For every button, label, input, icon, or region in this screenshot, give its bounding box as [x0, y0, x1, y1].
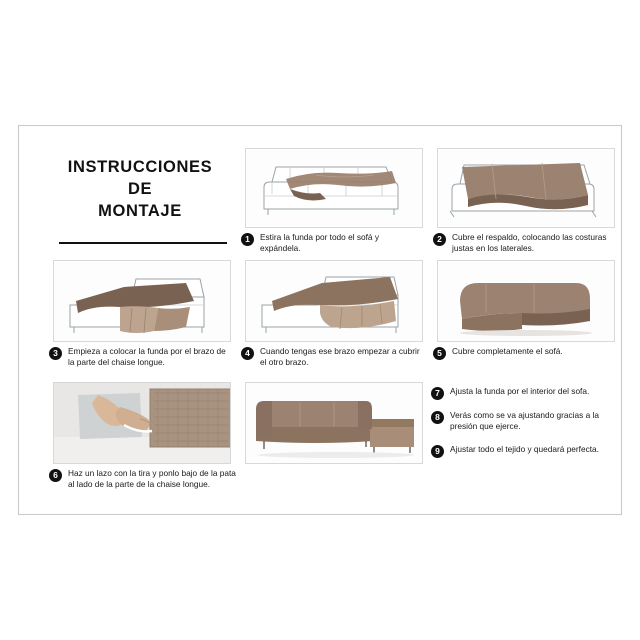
step-badge-2: 2 — [433, 233, 446, 246]
step-text-3: Empieza a colocar la funda por el brazo de la parte del chaise longue. — [68, 346, 226, 367]
step-text-1: Estira la funda por todo el sofá y expándela. — [260, 232, 379, 253]
illustration-step-9 — [245, 382, 423, 464]
illustration-step-4 — [245, 260, 423, 342]
instruction-sheet-inner — [27, 134, 613, 506]
caption-step-4 — [241, 346, 421, 368]
step-text-2: Cubre el respaldo, colocando las costuras justas en los laterales. — [452, 232, 607, 253]
illustration-step-3 — [53, 260, 231, 342]
illustration-step-5 — [437, 260, 615, 342]
sofa-arm-chaise-longue-icon — [54, 261, 231, 342]
step-badge-8: 8 — [431, 411, 444, 424]
caption-step-1 — [241, 232, 421, 254]
step-badge-1: 1 — [241, 233, 254, 246]
sofa-fully-covered-icon — [438, 261, 615, 342]
caption-step-9 — [431, 444, 617, 458]
caption-step-2 — [433, 232, 615, 254]
title-line-3: MONTAJE — [98, 202, 182, 220]
instruction-sheet — [18, 125, 622, 515]
sofa-other-arm-icon — [246, 261, 423, 342]
caption-step-8 — [431, 410, 617, 432]
step-text-8: Verás como se va ajustando gracias a la presión que ejerce. — [450, 410, 599, 431]
step-text-7: Ajusta la funda por el interior del sofa. — [450, 386, 590, 396]
caption-step-3 — [49, 346, 233, 368]
illustration-step-2 — [437, 148, 615, 228]
caption-step-6 — [49, 468, 239, 490]
illustration-step-1 — [245, 148, 423, 228]
caption-step-5 — [433, 346, 615, 360]
step-text-6: Haz un lazo con la tira y ponlo bajo de la pata al lado de la parte de la chaise longue. — [68, 468, 236, 489]
sofa-finished-chaise-longue-icon — [246, 383, 423, 464]
step-badge-3: 3 — [49, 347, 62, 360]
step-badge-6: 6 — [49, 469, 62, 482]
title-divider — [59, 242, 227, 244]
step-text-4: Cuando tengas ese brazo empezar a cubrir el otro brazo. — [260, 346, 420, 367]
page-title — [45, 156, 235, 236]
step-badge-4: 4 — [241, 347, 254, 360]
sofa-backrest-covered-icon — [438, 149, 615, 228]
illustration-step-6 — [53, 382, 231, 464]
step-badge-9: 9 — [431, 445, 444, 458]
step-badge-7: 7 — [431, 387, 444, 400]
sofa-cover-stretched-icon — [246, 149, 423, 228]
hands-tying-strap-photo-icon — [54, 383, 231, 464]
title-line-1: INSTRUCCIONES — [67, 158, 213, 176]
caption-step-7 — [431, 386, 617, 400]
title-line-2: DE — [127, 180, 153, 198]
step-text-9: Ajustar todo el tejido y quedará perfecta. — [450, 444, 599, 454]
step-text-5: Cubre completamente el sofá. — [452, 346, 563, 356]
step-badge-5: 5 — [433, 347, 446, 360]
